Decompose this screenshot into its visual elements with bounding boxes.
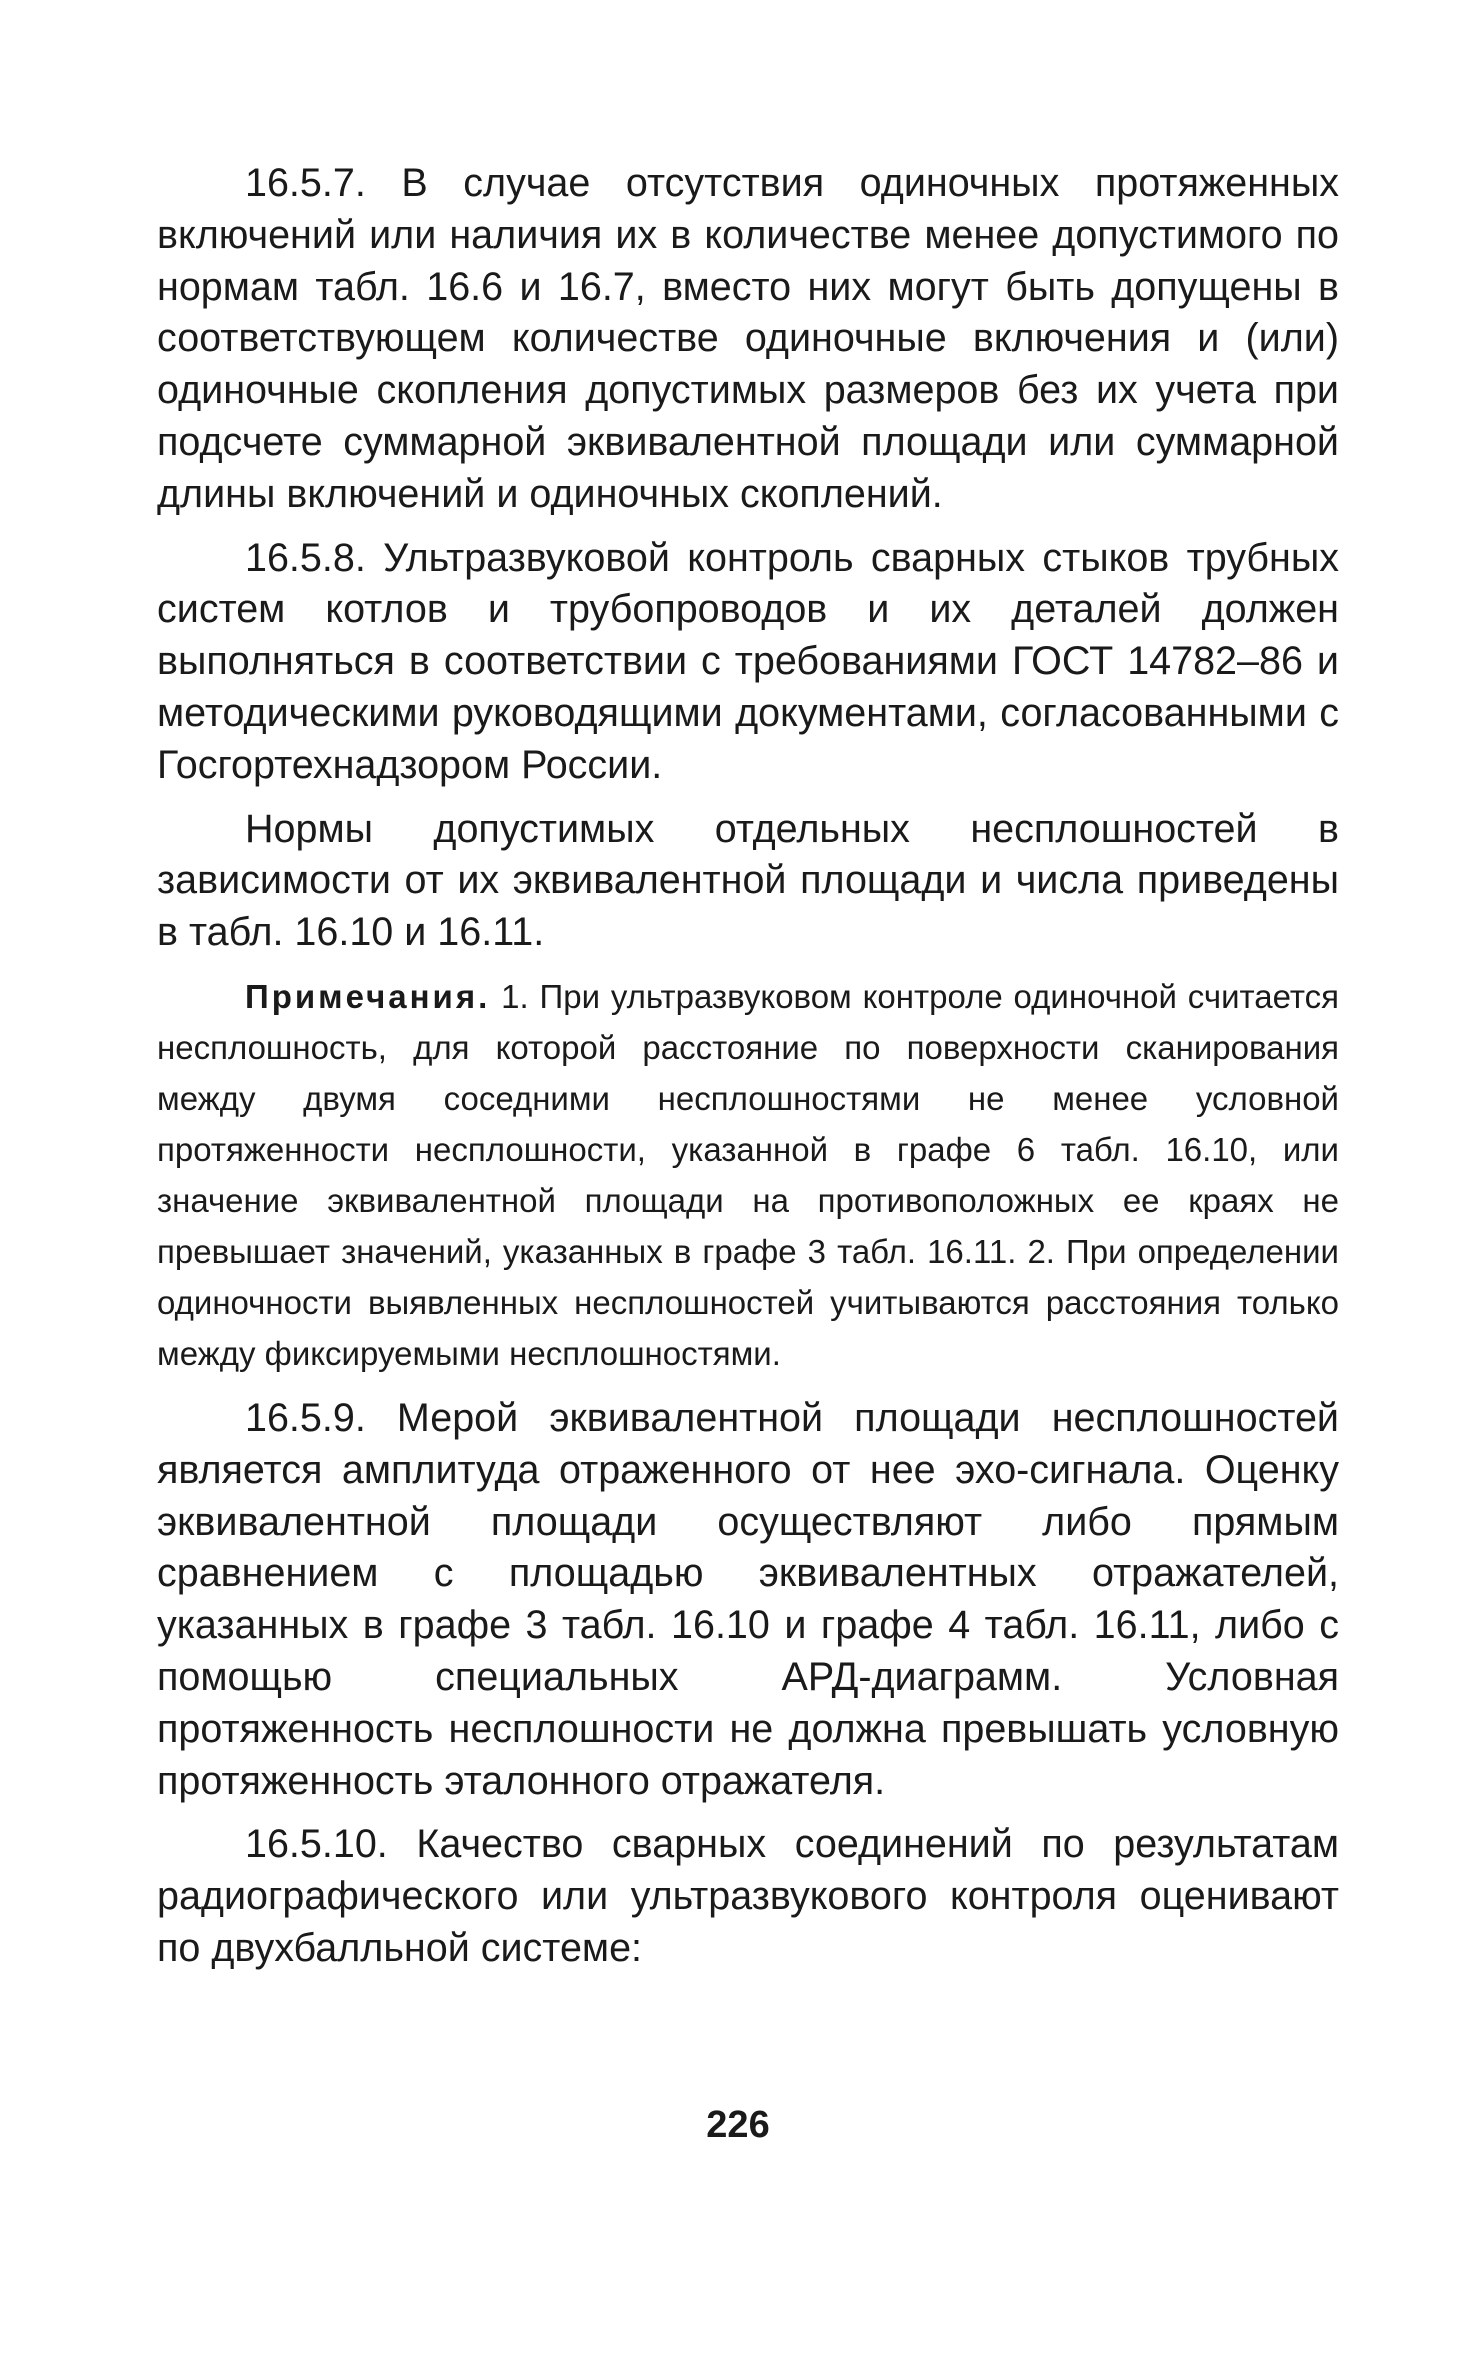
notes-label: Примечания. [245, 977, 491, 1015]
paragraph-16-5-8: 16.5.8. Ультразвуковой контроль сварных стыков трубных систем котлов и трубопроводов и их деталей должен выполняться в соответствии с требованиями ГОСТ 14782–86 и методическими руководящими документами, согласованными с Госгортехнадзором России. [157, 535, 1339, 787]
paragraph-16-5-10: 16.5.10. Качество сварных соединений по результатам радиографического или ультразвукового контроля оценивают по двухбалльной системе: [157, 1822, 1339, 1970]
page-number: 226 [706, 2104, 770, 2146]
paragraph-norms: Нормы допустимых отдельных несплошностей в зависимости от их эквивалентной площади и числа приведены в табл. 16.10 и 16.11. [157, 806, 1339, 955]
notes-text: 1. При ультразвуковом контроле одиночной считается несплошность, для которой расстояние по поверхности сканирования между двумя соседними несплошностями не менее условной протяженности несплошности, указанной в графе 6 табл. 16.10, или значение эквивалентной площади на противоположных ее краях не превышает значений, указанных в графе 3 табл. 16.11. 2. При определении одиночности выявленных несплошностей учитываются расстояния только между фиксируемыми несплошностями. [157, 977, 1339, 1372]
notes-block [157, 971, 1339, 1379]
paragraph-16-5-7: 16.5.7. В случае отсутствия одиночных протяженных включений или наличия их в количестве менее допустимого по нормам табл. 16.6 и 16.7, вместо них могут быть допущены в соответствующем количестве одиночные включения и (или) одиночные скопления допустимых размеров без их учета при подсчете суммарной эквивалентной площади или суммарной длины включений и одиночных скоплений. [157, 161, 1339, 516]
page-body [157, 158, 1339, 1987]
paragraph-16-5-9: 16.5.9. Мерой эквивалентной площади несплошностей является амплитуда отраженного от нее эхо-сигнала. Оценку эквивалентной площади осуществляют либо прямым сравнением с площадью эквивалентных отражателей, указанных в графе 3 табл. 16.10 и графе 4 табл. 16.11, либо с помощью специальных АРД-диаграмм. Условная протяженность несплошности не должна превышать условную протяженность эталонного отражателя. [157, 1395, 1339, 1803]
